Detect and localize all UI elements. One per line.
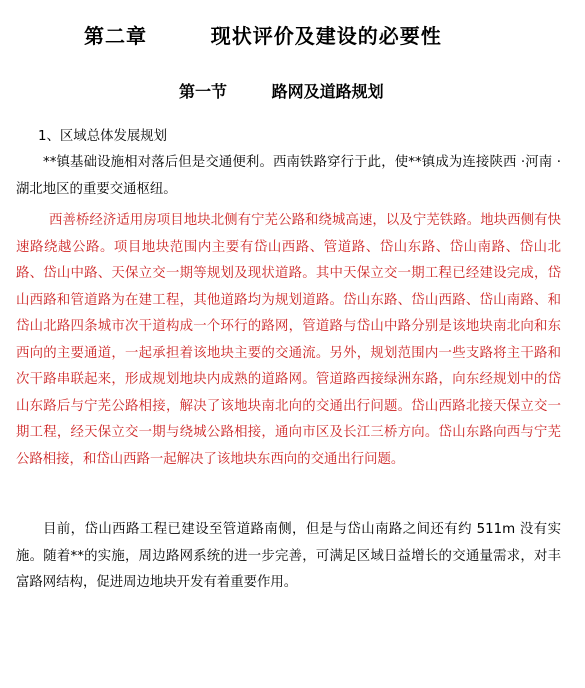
- subheading: 1、区域总体发展规划: [38, 129, 168, 144]
- paragraph-current-status: 目前，岱山西路工程已建设至管道路南侧，但是与岱山南路之间还有约 511m 没有实施。随着**的实施，周边路网系统的进一步完善，可满足区域日益增长的交通量需求，对丰富路网结构，促进周边地块开发有着重要作用。: [16, 522, 561, 590]
- paragraph-intro: **镇基础设施相对落后但是交通便利。西南铁路穿行于此，使**镇成为连接陕西 ·河南 · 湖北地区的重要交通枢纽。: [16, 155, 561, 197]
- section-title: 第一节 路网及道路规划: [179, 82, 384, 101]
- paragraph-highlighted: 西善桥经济适用房项目地块北侧有宁芜公路和绕城高速，以及宁芜铁路。地块西侧有快速路绕越公路。项目地块范围内主要有岱山西路、管道路、岱山东路、岱山南路、岱山北路、岱山中路、天保立交一期等规划及现状道路。其中天保立交一期工程已经建设完成，岱山西路和管道路为在建工程，其他道路均为规划道路。岱山东路、岱山西路、岱山南路、和岱山北路四条城市次干道构成一个环行的路网，管道路与岱山中路分别是该地块南北向和东西向的主要通道，一起承担着该地块主要的交通流。另外，规划范围内一些支路将主干路和次干路串联起来，形成规划地块内成熟的道路网。管道路西接绿洲东路，向东经规划中的岱山东路后与宁芜公路相接，解决了该地块南北向的交通出行问题。岱山西路北接天保立交一期工程，经天保立交一期与绕城公路相接，通向市区及长江三桥方向。岱山东路向西与宁芜公路相接，和岱山西路一起解决了该地块东西向的交通出行问题。: [16, 213, 561, 467]
- chapter-title: 第二章 现状评价及建设的必要性: [84, 24, 442, 48]
